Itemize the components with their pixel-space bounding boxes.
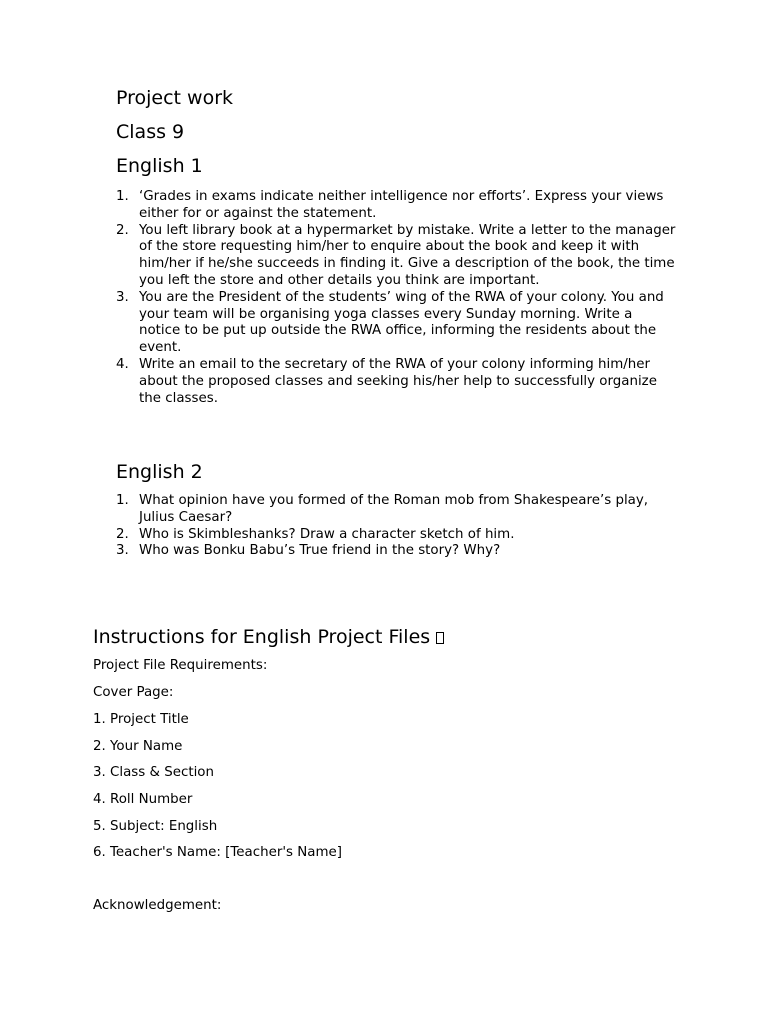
question-text: Write an email to the secretary of the RWA of your colony informing him/her about the proposed classes and seeking his/her help to successfully organize the classes.: [139, 356, 657, 406]
question-number: 1.: [116, 189, 129, 204]
question-number: 2.: [116, 222, 129, 238]
question-text: Who is Skimbleshanks? Draw a character sketch of him.: [139, 526, 515, 542]
missing-glyph-icon: [436, 632, 444, 644]
english2-question-1: [116, 493, 676, 527]
instructions-heading-wrap: [93, 625, 693, 649]
question-text: You are the President of the students’ wing of the RWA of your colony. You and your team will be organising yoga classes every Sunday morning. Write a notice to be put up outside the RWA office, informing the residents about the event.: [139, 289, 664, 356]
cover-item: 6. Teacher's Name: [Teacher's Name]: [93, 845, 342, 860]
question-text: Who was Bonku Babu’s True friend in the story? Why?: [139, 543, 501, 559]
question-text: ‘Grades in exams indicate neither intelligence nor efforts’. Express your views either for or against the statement.: [139, 189, 664, 221]
acknowledgement-label: Acknowledgement:: [93, 898, 222, 913]
english2-heading: English 2: [116, 461, 203, 483]
english1-question-list: [116, 189, 676, 407]
question-number: 2.: [116, 526, 129, 542]
english1-question-2: [116, 223, 676, 290]
cover-page-label: Cover Page:: [93, 685, 174, 700]
english2-question-list: [116, 493, 676, 560]
cover-item: 4. Roll Number: [93, 792, 193, 807]
project-work-heading: Project work: [116, 87, 234, 109]
english1-heading: English 1: [116, 155, 203, 177]
question-number: 3.: [116, 289, 129, 305]
question-number: 3.: [116, 543, 129, 559]
question-number: 4.: [116, 356, 129, 372]
cover-item: 5. Subject: English: [93, 819, 218, 834]
cover-item: 3. Class & Section: [93, 765, 214, 780]
english2-question-2: [116, 527, 676, 544]
english1-question-1: [116, 189, 676, 223]
question-number: 1.: [116, 493, 129, 508]
english1-question-4: [116, 357, 676, 407]
english1-question-3: [116, 290, 676, 357]
question-text: You left library book at a hypermarket by mistake. Write a letter to the manager of the store requesting him/her to enquire about the book and keep it with him/her if he/she succeeds in finding it. Give a description of the book, the time you left the store and other details you think are important.: [139, 222, 676, 288]
requirements-label: Project File Requirements:: [93, 658, 268, 673]
instructions-heading-text: Instructions for English Project Files: [93, 626, 431, 648]
header-block: [116, 86, 676, 178]
instructions-heading: [93, 625, 693, 649]
english1-section: [116, 189, 676, 407]
english2-question-3: [116, 543, 676, 560]
question-text: What opinion have you formed of the Roman mob from Shakespeare’s play, Julius Caesar?: [139, 493, 649, 525]
english2-section: [116, 460, 676, 560]
cover-item: 1. Project Title: [93, 712, 189, 727]
cover-item: 2. Your Name: [93, 739, 183, 754]
class-heading: Class 9: [116, 121, 185, 143]
